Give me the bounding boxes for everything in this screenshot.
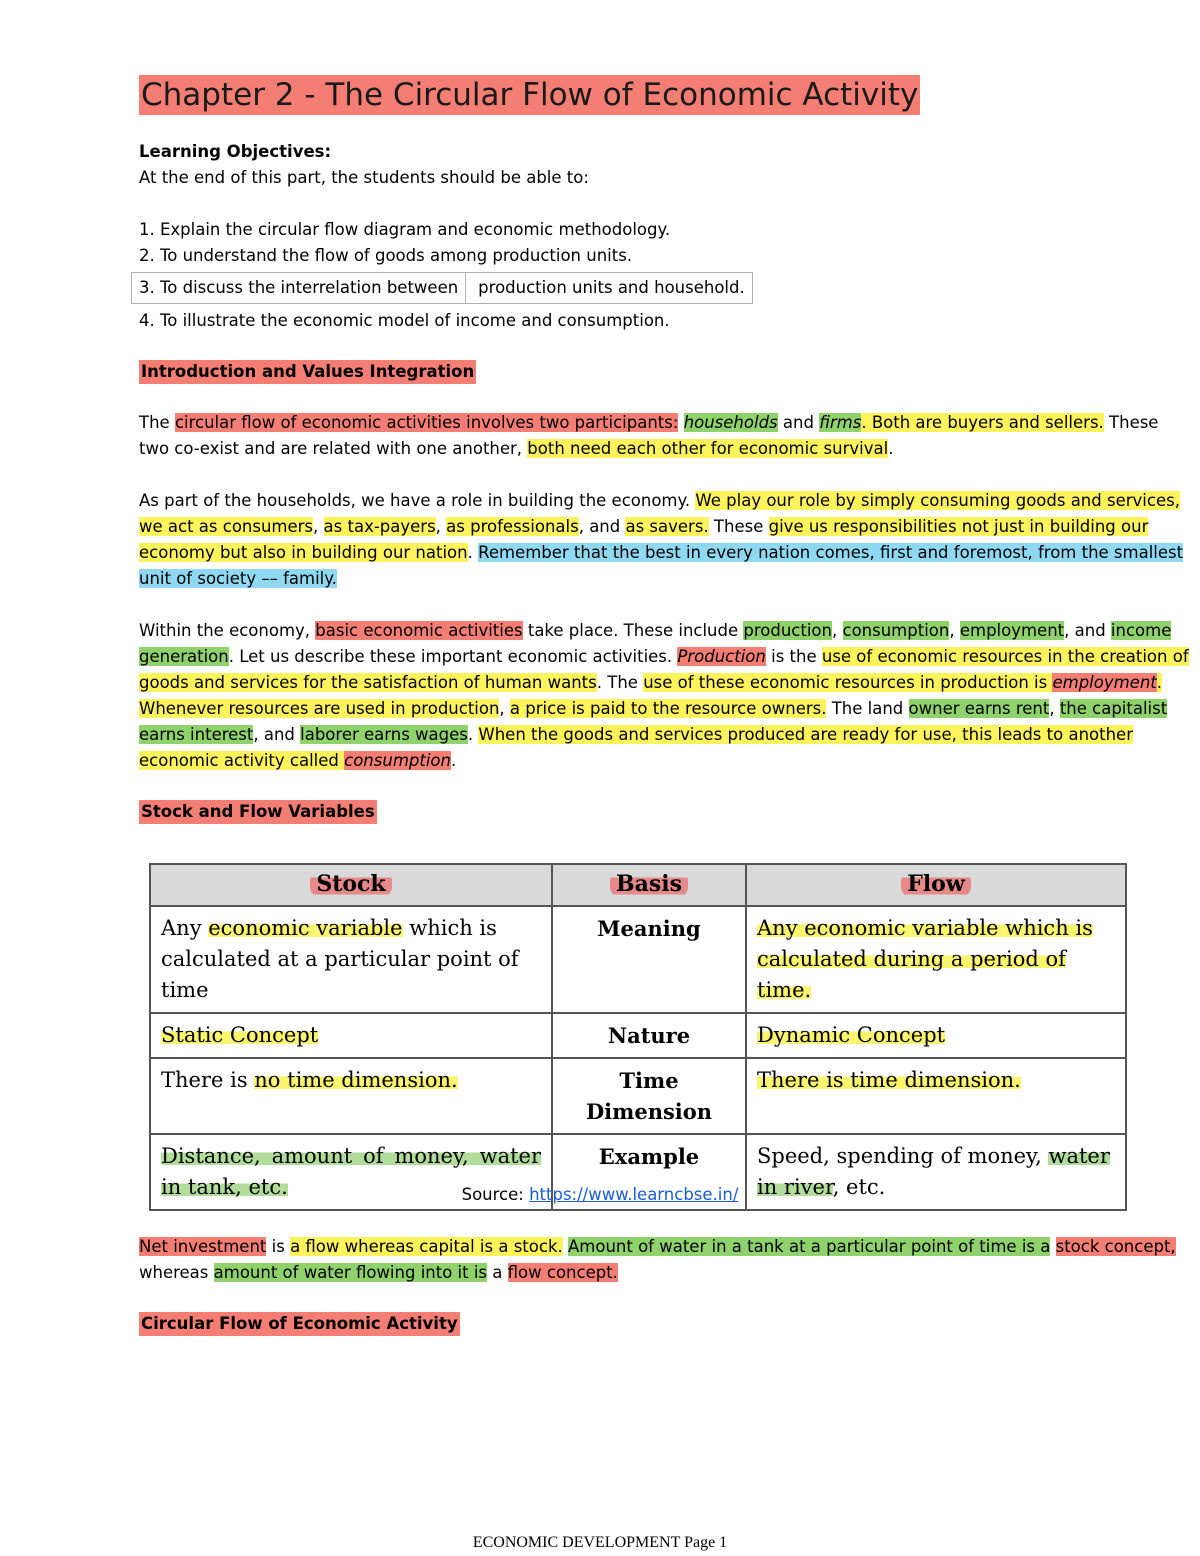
table-cell-flow: Any economic variable which is calculated during a period of time. (746, 906, 1126, 1013)
section-heading-circular-flow: Circular Flow of Economic Activity (139, 1312, 460, 1336)
table-cell-flow: Speed, spending of money, water in river, etc. (746, 1134, 1126, 1210)
table-header-cell: Flow (746, 864, 1126, 906)
section-heading-introduction: Introduction and Values Integration (139, 360, 476, 384)
paragraph-stock-vs-flow: Net investment is a flow whereas capital is a stock. Amount of water in a tank at a particular point of time is a stock concept, whereas amount of water flowing into it is a flow concept. (139, 1237, 1176, 1282)
table-cell-basis: Example (552, 1134, 746, 1210)
footer-text: ECONOMIC DEVELOPMENT (472, 1534, 681, 1551)
objective-item-part: 3. To discuss the interrelation between (139, 278, 459, 297)
paragraph-households-role: As part of the households, we have a role in building the economy. We play our role by simply consuming goods and services, we act as consumers, as tax-payers, as professionals, and as savers. These give us responsibilities not just in building our economy but also in building our nation. Remember that the best in every nation comes, first and foremost, from the smallest unit of society –– family. (139, 491, 1184, 588)
table-cell-flow: Dynamic Concept (746, 1013, 1126, 1058)
table-cell-flow: There is time dimension. (746, 1058, 1126, 1134)
table-header-cell: Stock (150, 864, 552, 906)
table-cell-stock: Any economic variable which is calculated at a particular point of time (150, 906, 552, 1013)
paragraph-participants: The circular flow of economic activities involves two participants: households and firms. Both are buyers and sellers. These two co-exist and are related with one another, both need each other for economic survival. (139, 413, 1159, 458)
source-link[interactable]: https://www.learncbse.in/ (529, 1185, 739, 1204)
stock-flow-table (149, 863, 1127, 1211)
table-cell-stock: There is no time dimension. (150, 1058, 552, 1134)
page-footer (0, 1533, 1200, 1553)
table-row (150, 1058, 1126, 1134)
table-cell-basis: Meaning (552, 906, 746, 1013)
table-cell-basis: Time Dimension (552, 1058, 746, 1134)
objective-item: 4. To illustrate the economic model of income and consumption. (139, 311, 670, 330)
table-cell-stock: Distance, amount of money, water in tank, etc. (150, 1134, 552, 1210)
objective-item-part: production units and household. (465, 273, 752, 303)
table-header-row (150, 864, 1126, 906)
table-source: Source: https://www.learncbse.in/ (461, 1185, 739, 1204)
page-title: Chapter 2 - The Circular Flow of Economic Activity (141, 77, 919, 113)
document-body (139, 75, 1189, 824)
table-cell-basis: Nature (552, 1013, 746, 1058)
table-row (150, 906, 1126, 1013)
objective-item: 1. Explain the circular flow diagram and economic methodology. (139, 220, 671, 239)
table-row (150, 1013, 1126, 1058)
table-header-cell: Basis (552, 864, 746, 906)
paragraph-economic-activities: Within the economy, basic economic activities take place. These include production, consumption, employment, and income generation. Let us describe these important economic activities. Production is the use of economic resources in the creation of goods and services for the satisfaction of human wants. The use of these economic resources in production is employment. Whenever resources are used in production, a price is paid to the resource owners. The land owner earns rent, the capitalist earns interest, and laborer earns wages. When the goods and services produced are ready for use, this leads to another economic activity called consumption. (139, 621, 1189, 770)
objective-item: 2. To understand the flow of goods among production units. (139, 246, 633, 265)
objective-item-boxed (131, 272, 753, 304)
document-body-continued (139, 1234, 1189, 1336)
page-number: Page 1 (684, 1534, 728, 1551)
table-cell-stock: Static Concept (150, 1013, 552, 1058)
objectives-intro: At the end of this part, the students should be able to: (139, 168, 589, 187)
section-heading-stock-flow: Stock and Flow Variables (139, 800, 377, 824)
objectives-heading: Learning Objectives: (139, 142, 332, 161)
